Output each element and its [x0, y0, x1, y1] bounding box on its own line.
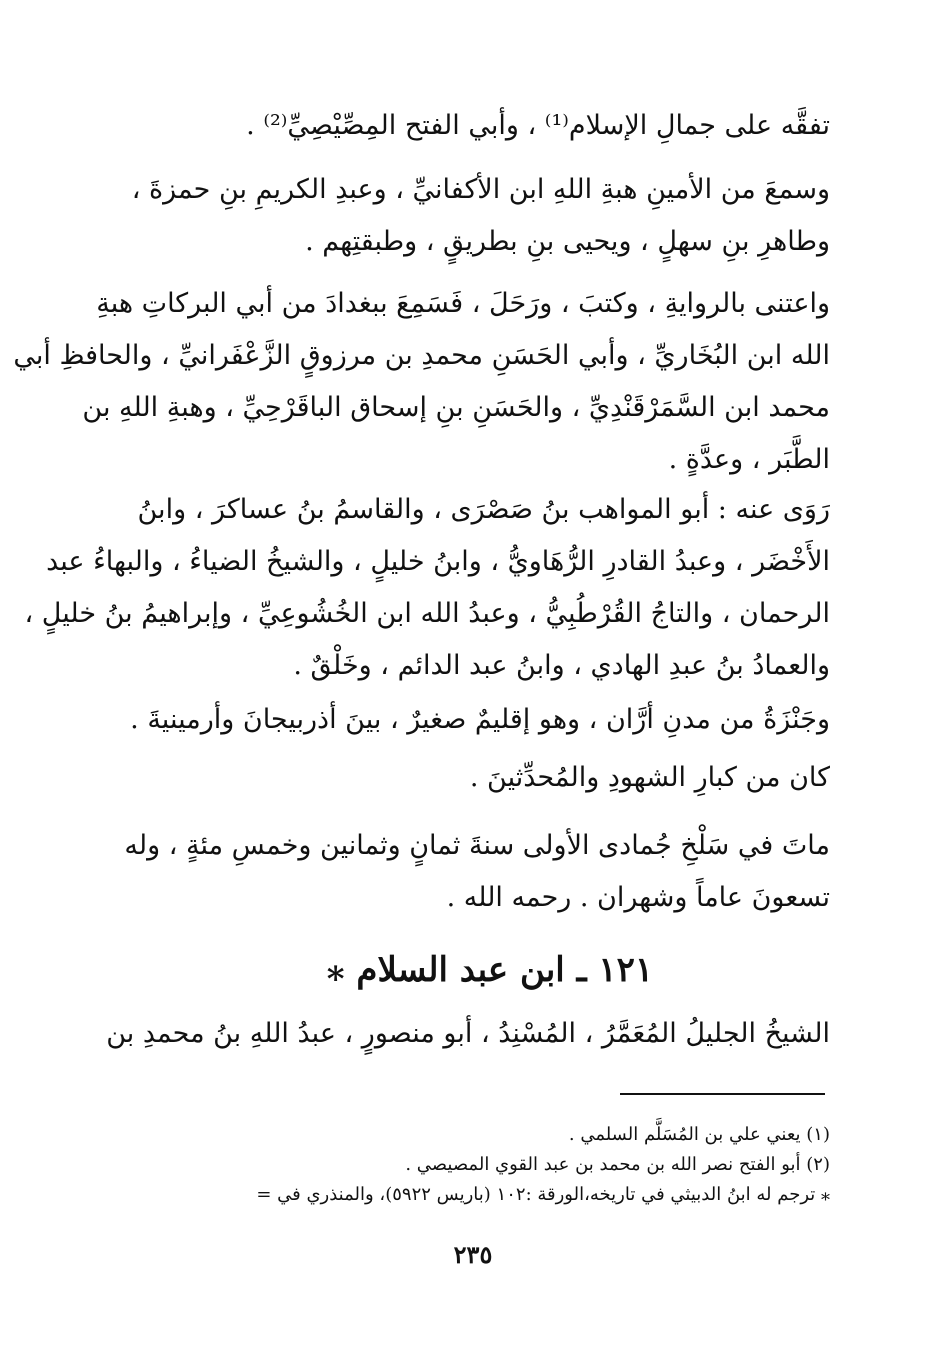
paragraph-3: [13, 278, 830, 486]
text-line: الشيخُ الجليلُ المُعَمَّرُ ، المُسْنِدُ ، أبو منصورٍ ، عبدُ اللهِ بنُ محمدِ بن: [106, 1018, 830, 1049]
footnote-2: (٢) أبو الفتح نصر الله بن محمد بن عبد القوي المصيصي .: [405, 1154, 830, 1175]
text-line: الأَخْضَر ، وعبدُ القادرِ الرُّهَاويُّ ، وابنُ خليلٍ ، والشيخُ الضياءُ ، والبهاءُ عبد: [46, 546, 830, 577]
text-line: وجَنْزَةُ من مدنِ أرَّان ، وهو إقليمٌ صغيرٌ ، بينَ أذربيجانَ وأرمينيةَ .: [130, 704, 830, 735]
paragraph-4: [24, 484, 830, 692]
text-line: واعتنى بالروايةِ ، وكتبَ ، ورَحَلَ ، فَسَمِعَ ببغدادَ من أبي البركاتِ هبةِ: [96, 288, 830, 319]
text-line: تسعونَ عاماً وشهران . رحمه الله .: [446, 882, 830, 913]
paragraph-2: [131, 164, 830, 268]
entry-heading: ١٢١ ـ ابن عبد السلام ⁎: [326, 950, 654, 990]
text-line: الطَّبَر ، وعدَّةٍ .: [668, 444, 830, 475]
paragraph-6: [150, 752, 830, 804]
text-line: تفقَّه على جمالِ الإسلام⁽¹⁾ ، وأبي الفتح المِصِّيْصِيِّ⁽²⁾ .: [246, 110, 830, 141]
text-line: وطاهرِ بنِ سهلٍ ، ويحيى بنِ بطريقٍ ، وطبقتِهم .: [305, 226, 830, 257]
text-line: رَوَى عنه : أبو المواهب بنُ صَصْرَى ، والقاسمُ بنُ عساكرَ ، وابنُ: [137, 494, 830, 525]
paragraph-1: [150, 100, 830, 152]
text-line: ماتَ في سَلْخِ جُمادى الأولى سنةَ ثمانٍ وثمانين وخمسِ مئةٍ ، وله: [124, 830, 830, 861]
text-line: الرحمان ، والتاجُ القُرْطُبِيُّ ، وعبدُ الله ابن الخُشُوعِيِّ ، وإبراهيمُ بنُ خليلٍ ،: [24, 598, 830, 629]
text-line: محمد ابن السَّمَرْقَنْدِيِّ ، والحَسَنِ بنِ إسحاق الباقَرْحِيِّ ، وهبةِ اللهِ بن: [82, 392, 830, 423]
paragraph-entry-intro: [106, 1008, 830, 1060]
paragraph-5: [130, 694, 830, 746]
text-line: وسمعَ من الأمينِ هبةِ اللهِ ابن الأكفانيِّ ، وعبدِ الكريمِ بنِ حمزةَ ،: [131, 174, 830, 205]
text-line: كان من كبارِ الشهودِ والمُحدِّثينَ .: [469, 762, 830, 793]
text-line: والعمادُ بنُ عبدِ الهادي ، وابنُ عبد الدائم ، وخَلْقٌ .: [293, 650, 830, 681]
footnote-1: (١) يعني علي بن المُسَلَّم السلمي .: [568, 1124, 830, 1145]
footnote-3: ⁎ ترجم له ابنُ الدبيثي في تاريخه،الورقة :١٠٢ (باريس ٥٩٢٢)، والمنذري في =: [256, 1184, 830, 1205]
paragraph-7: [124, 820, 830, 924]
text-line: الله ابن البُخَاريِّ ، وأبي الحَسَنِ محمدِ بن مرزوقٍ الزَّعْفَرانيِّ ، والحافظِ أبي: [13, 340, 830, 371]
footnote-separator: [620, 1093, 825, 1095]
page-number: ٢٣٥: [453, 1240, 493, 1269]
